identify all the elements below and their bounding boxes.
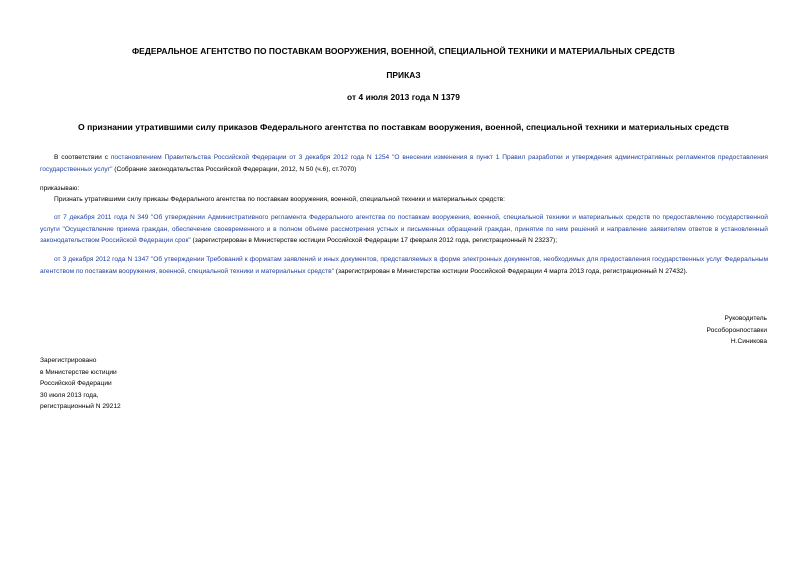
signature-name: Н.Синикова xyxy=(730,338,767,345)
order-word: приказываю: xyxy=(40,185,80,192)
registration-line-3: Российской Федерации xyxy=(40,380,112,387)
registration-line-5: регистрационный N 29212 xyxy=(40,403,121,410)
date-number-heading: от 4 июля 2013 года N 1379 xyxy=(347,92,460,102)
item1-link[interactable]: от 7 декабря 2011 года N 349 "Об утверждении Административного регламента Федерального агентства по поставкам вооружения, военной, специальной техники и материальных средств по предоставлению государственной услуги "Осуществление приема граждан, обеспечение своевременного и в полном объеме рассмотрения устных и письменных обращений граждан, принятие по ним решений и направление заявителям ответов в установленный законодательством Российской Федерации срок" xyxy=(40,214,768,244)
signature-block xyxy=(567,313,767,348)
signature-agency: Рособоронпоставки xyxy=(706,326,767,334)
registration-line-1: Зарегистрировано xyxy=(40,357,97,364)
intro-paragraph: Признать утратившими силу приказы Федерального агентства по поставкам вооружения, военной, специальной техники и материальных средств: xyxy=(54,196,505,203)
item1-paragraph xyxy=(40,212,768,247)
document-title: О признании утратившими силу приказов Федерального агентства по поставкам вооружения, военной, специальной техники и материальных средств xyxy=(78,122,729,132)
preamble-suffix: (Собрание законодательства Российской Федерации, 2012, N 50 (ч.6), ст.7070) xyxy=(112,165,357,173)
preamble-paragraph xyxy=(40,152,768,175)
agency-heading: ФЕДЕРАЛЬНОЕ АГЕНТСТВО ПО ПОСТАВКАМ ВООРУЖЕНИЯ, ВОЕННОЙ, СПЕЦИАЛЬНОЙ ТЕХНИКИ И МАТЕРИАЛЬНЫХ СРЕДСТВ xyxy=(131,46,675,56)
item2-link[interactable]: от 3 декабря 2012 года N 1347 "Об утверждении Требований к форматам заявлений и иных документов, представляемых в форме электронных документов, необходимых для предоставления государственных услуг Федеральным агентством по поставкам вооружения, военной, специальной техники и материальных средств" xyxy=(40,256,768,275)
doc-type-heading: ПРИКАЗ xyxy=(386,70,421,80)
registration-block xyxy=(40,355,240,413)
registration-line-4: 30 июля 2013 года, xyxy=(40,391,99,399)
item1-suffix: (зарегистрирован в Министерстве юстиции Российской Федерации 17 февраля 2012 года, регистрационный N 23237); xyxy=(190,237,558,244)
registration-line-2: в Министерстве юстиции xyxy=(40,368,117,376)
preamble-prefix: В соответствии с xyxy=(54,154,111,161)
signature-position: Руководитель xyxy=(724,315,767,322)
item2-paragraph xyxy=(40,254,768,277)
preamble-link[interactable]: постановлением Правительства Российской Федерации от 3 декабря 2012 года N 1254 "О внесении изменения в пункт 1 Правил разработки и утверждения административных регламентов предоставления государственных услуг" xyxy=(40,154,768,173)
item2-suffix: (зарегистрирован в Министерстве юстиции Российской Федерации 4 марта 2013 года, регистрационный N 27432). xyxy=(333,267,688,275)
